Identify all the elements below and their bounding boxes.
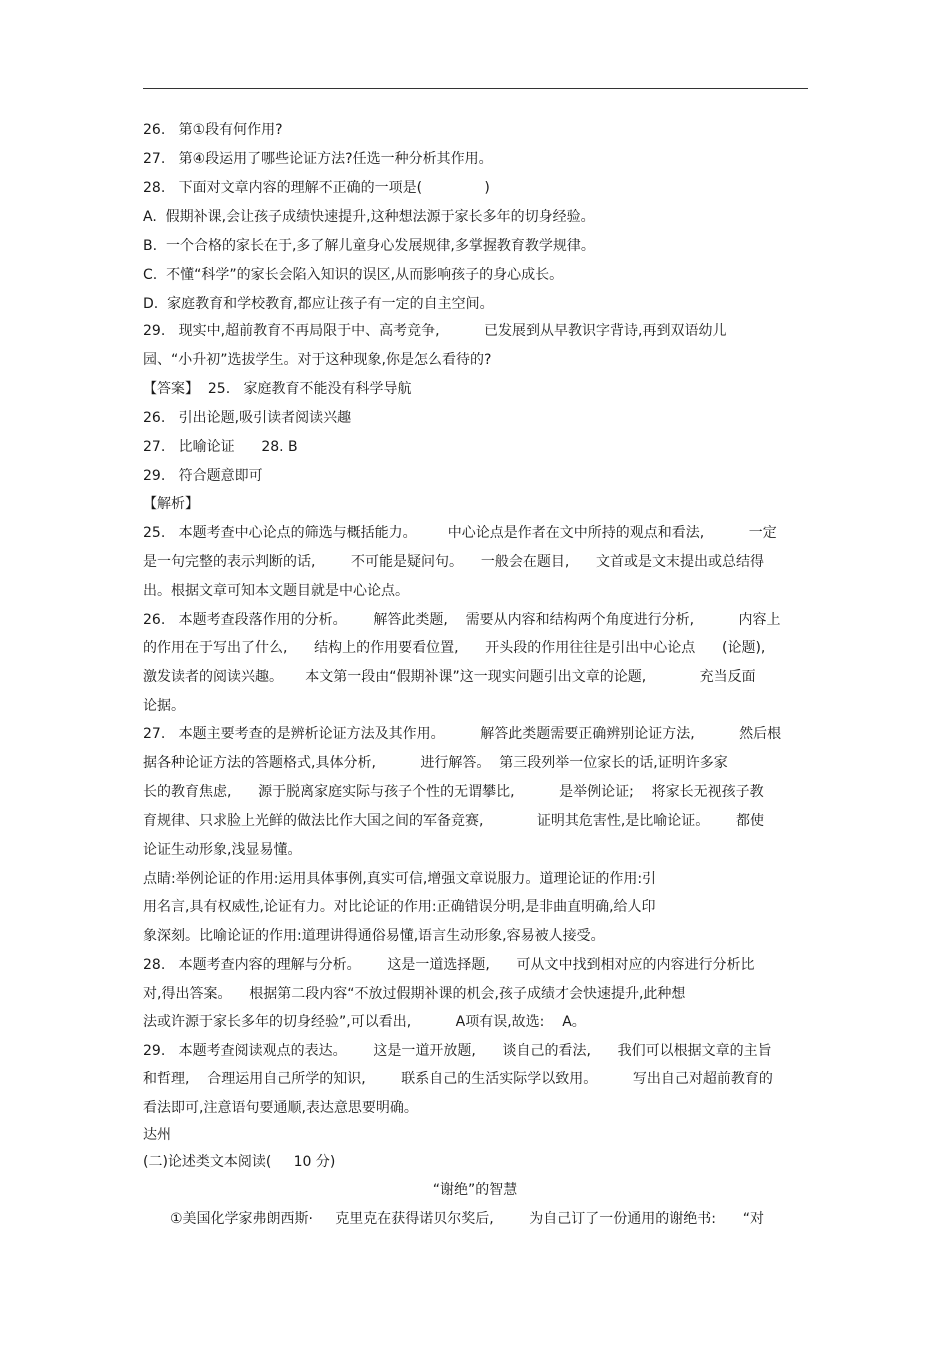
tips-line-2: 用名言,具有权威性,论证有力。对比论证的作用:正确错误分明,是非曲直明确,给人印 xyxy=(143,899,656,915)
analysis-28-line-1: 28. 本题考查内容的理解与分析。 这是一道选择题, 可从文中找到相对应的内容进行分析比 xyxy=(143,957,755,973)
analysis-29-line-2: 和哲理, 合理运用自己所学的知识, 联系自己的生活实际学以致用。 写出自己对超前教育的 xyxy=(143,1071,773,1087)
option-c: C. 不懂“科学”的家长会陷入知识的误区,从而影响孩子的身心成长。 xyxy=(143,267,564,283)
answer-26: 26. 引出论题,吸引读者阅读兴趣 xyxy=(143,410,352,426)
question-26: 26. 第①段有何作用? xyxy=(143,122,283,138)
analysis-29-line-3: 看法即可,注意语句要通顺,表达意思要明确。 xyxy=(143,1100,418,1116)
analysis-29-line-1: 29. 本题考查阅读观点的表达。 这是一道开放题, 谈自己的看法, 我们可以根据文章的主旨 xyxy=(143,1043,772,1059)
analysis-26-line-4: 论据。 xyxy=(143,698,185,714)
question-29-cont: 园、“小升初”选拔学生。对于这种现象,你是怎么看待的? xyxy=(143,352,492,368)
option-b: B. 一个合格的家长在于,多了解儿童身心发展规律,多掌握教育教学规律。 xyxy=(143,238,595,254)
tips-line-3: 象深刻。比喻论证的作用:道理讲得通俗易懂,语言生动形象,容易被人接受。 xyxy=(143,928,605,944)
analysis-25-line-3: 出。根据文章可知本文题目就是中心论点。 xyxy=(143,583,409,599)
option-d: D. 家庭教育和学校教育,都应让孩子有一定的自主空间。 xyxy=(143,296,494,312)
analysis-26-line-1: 26. 本题考查段落作用的分析。 解答此类题, 需要从内容和结构两个角度进行分析, 内容上 xyxy=(143,612,781,628)
section-heading: (二)论述类文本阅读( 10 分) xyxy=(143,1154,336,1170)
article-paragraph-1: ①美国化学家弗朗西斯· 克里克在获得诺贝尔奖后, 为自己订了一份通用的谢绝书: “对 xyxy=(170,1211,764,1227)
answer-heading: 【答案】 25. 家庭教育不能没有科学导航 xyxy=(143,381,412,397)
option-a: A. 假期补课,会让孩子成绩快速提升,这种想法源于家长多年的切身经验。 xyxy=(143,209,595,225)
question-27: 27. 第④段运用了哪些论证方法?任选一种分析其作用。 xyxy=(143,151,493,167)
analysis-26-line-3: 激发读者的阅读兴趣。 本文第一段由“假期补课”这一现实问题引出文章的论题, 充当反面 xyxy=(143,669,756,685)
answer-29: 29. 符合题意即可 xyxy=(143,468,263,484)
analysis-27-line-2: 据各种论证方法的答题格式,具体分析, 进行解答。 第三段列举一位家长的话,证明许多家 xyxy=(143,755,728,771)
analysis-27-line-5: 论证生动形象,浅显易懂。 xyxy=(143,842,302,858)
analysis-27-line-1: 27. 本题主要考查的是辨析论证方法及其作用。 解答此类题需要正确辨别论证方法, 然后根 xyxy=(143,726,782,742)
analysis-25-line-1: 25. 本题考查中心论点的筛选与概括能力。 中心论点是作者在文中所持的观点和看法, 一定 xyxy=(143,525,777,541)
analysis-27-line-3: 长的教育焦虑, 源于脱离家庭实际与孩子个性的无谓攀比, 是举例论证; 将家长无视孩子教 xyxy=(143,784,764,800)
analysis-28-line-3: 法或许源于家长多年的切身经验”,可以看出, A项有误,故选: A。 xyxy=(143,1014,586,1030)
analysis-28-line-2: 对,得出答案。 根据第二段内容“不放过假期补课的机会,孩子成绩才会快速提升,此种想 xyxy=(143,986,686,1002)
analysis-heading: 【解析】 xyxy=(143,496,199,512)
tips-line-1: 点睛:举例论证的作用:运用具体事例,真实可信,增强文章说服力。道理论证的作用:引 xyxy=(143,871,657,887)
analysis-27-line-4: 育规律、只求脸上光鲜的做法比作大国之间的军备竞赛, 证明其危害性,是比喻论证。 都使 xyxy=(143,813,765,829)
region-label: 达州 xyxy=(143,1127,171,1143)
header-rule xyxy=(143,88,808,89)
question-28: 28. 下面对文章内容的理解不正确的一项是( ) xyxy=(143,180,490,196)
article-title: “谢绝”的智慧 xyxy=(432,1182,518,1198)
answer-27-28: 27. 比喻论证 28. B xyxy=(143,439,298,455)
analysis-26-line-2: 的作用在于写出了什么, 结构上的作用要看位置, 开头段的作用往往是引出中心论点 (论题), xyxy=(143,640,766,656)
question-29: 29. 现实中,超前教育不再局限于中、高考竞争, 已发展到从早教识字背诗,再到双语幼儿 xyxy=(143,323,727,339)
analysis-25-line-2: 是一句完整的表示判断的话, 不可能是疑问句。 一般会在题目, 文首或是文末提出或总结得 xyxy=(143,554,765,570)
